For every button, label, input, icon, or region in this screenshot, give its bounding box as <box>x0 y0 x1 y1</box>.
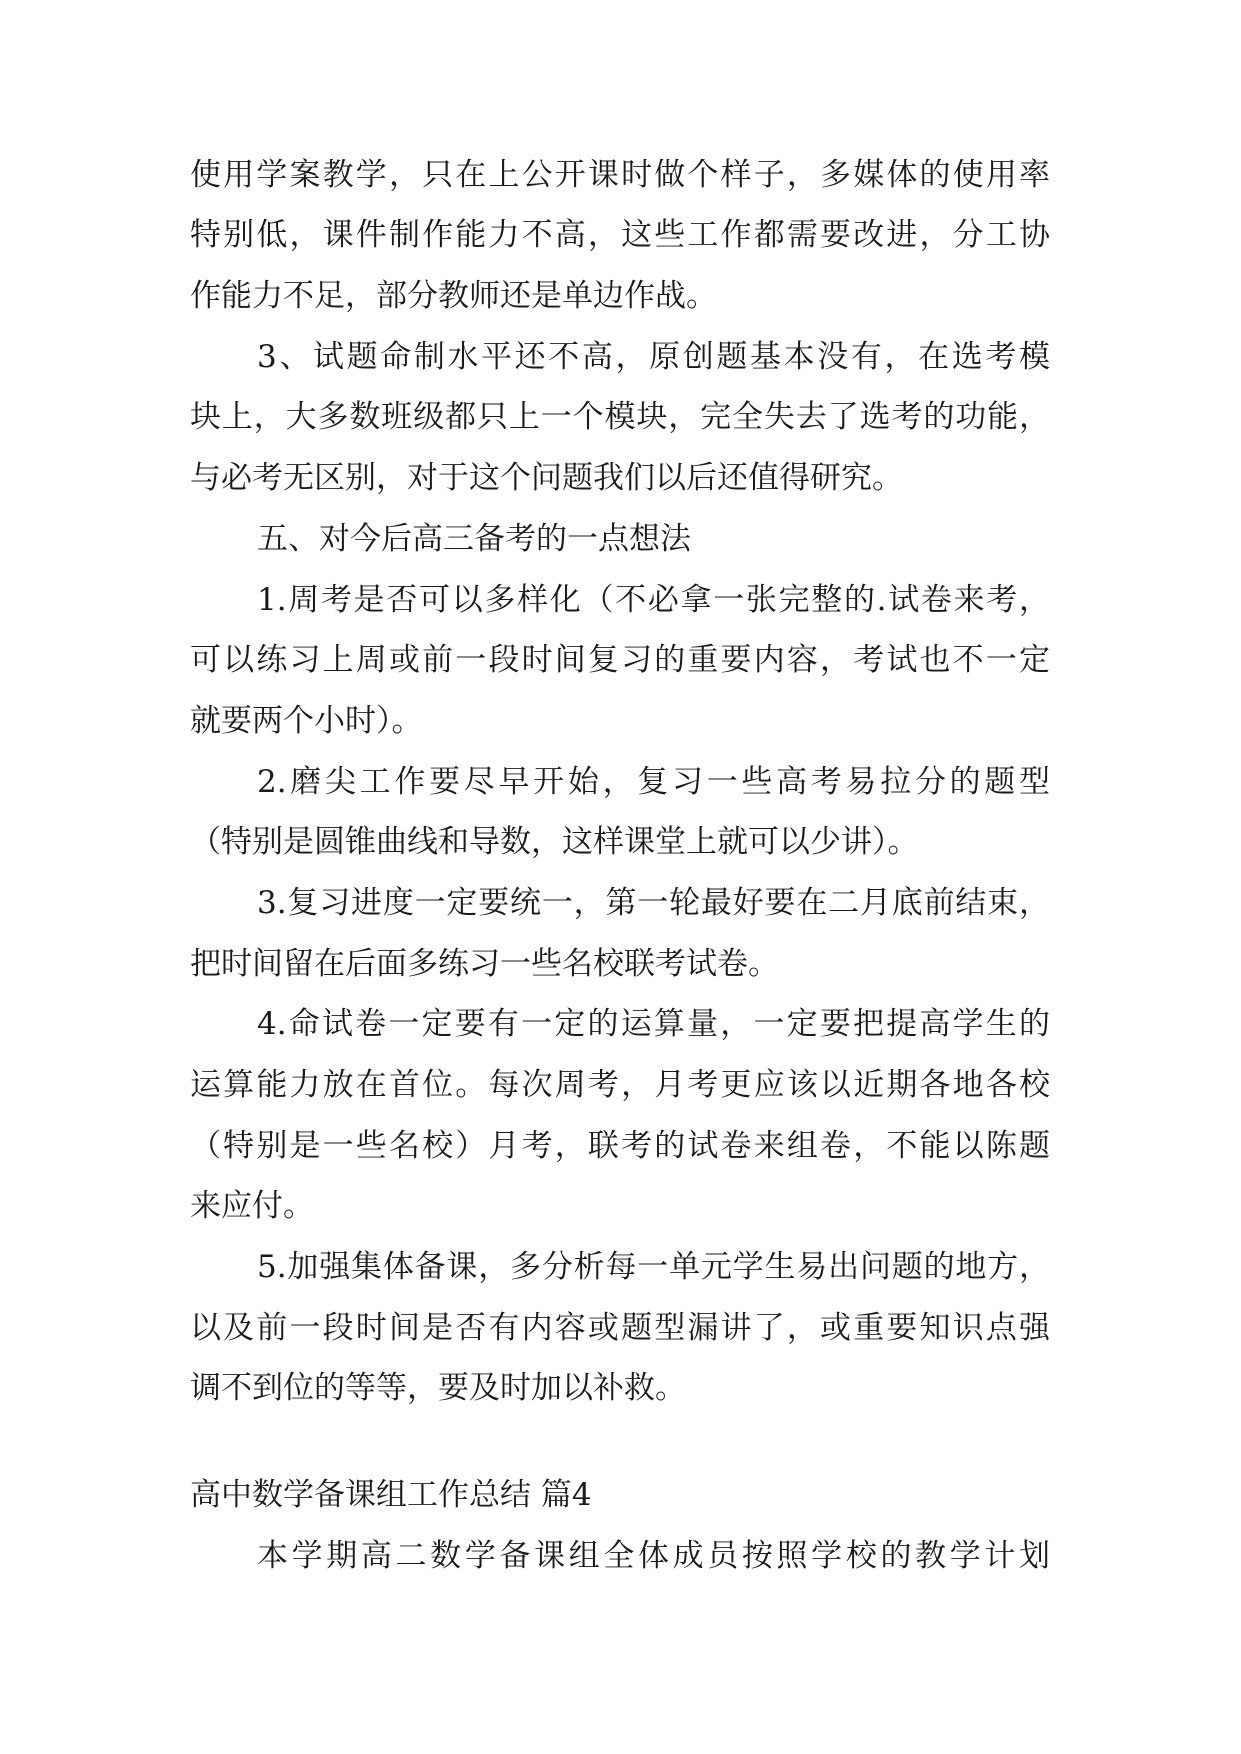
paragraph-line: 特别低，课件制作能力不高，这些工作都需要改进，分工协 <box>190 217 1050 253</box>
paragraph-line: 块上，大多数班级都只上一个模块，完全失去了选考的功能， <box>190 399 1050 435</box>
paragraph-line: （特别是一些名校）月考，联考的试卷来组卷，不能以陈题 <box>190 1128 1050 1164</box>
paragraph-line: 来应付。 <box>190 1188 314 1224</box>
paragraph-line: 4.命试卷一定要有一定的运算量，一定要把提高学生的 <box>257 1006 1050 1042</box>
paragraph-line: 把时间留在后面多练习一些名校联考试卷。 <box>190 946 779 982</box>
paragraph-line: （特别是圆锥曲线和导数，这样课堂上就可以少讲）。 <box>190 824 919 860</box>
paragraph-line: 2.磨尖工作要尽早开始，复习一些高考易拉分的题型 <box>257 764 1050 800</box>
paragraph-line: 就要两个小时）。 <box>190 703 423 739</box>
paragraph-line: 使用学案教学，只在上公开课时做个样子，多媒体的使用率 <box>190 157 1050 193</box>
paragraph-line: 1.周考是否可以多样化（不必拿一张完整的.试卷来考， <box>257 582 1050 618</box>
article-title: 高中数学备课组工作总结 篇4 <box>190 1477 592 1513</box>
paragraph-line: 5.加强集体备课，多分析每一单元学生易出问题的地方， <box>257 1249 1050 1285</box>
paragraph-line: 可以练习上周或前一段时间复习的重要内容，考试也不一定 <box>190 642 1050 678</box>
paragraph-line: 调不到位的等等，要及时加以补救。 <box>190 1370 686 1406</box>
paragraph-line: 与必考无区别，对于这个问题我们以后还值得研究。 <box>190 460 903 496</box>
section-heading: 五、对今后高三备考的一点想法 <box>257 521 691 557</box>
paragraph-line: 以及前一段时间是否有内容或题型漏讲了，或重要知识点强 <box>190 1310 1050 1346</box>
paragraph-line: 运算能力放在首位。每次周考，月考更应该以近期各地各校 <box>190 1067 1050 1103</box>
paragraph-line: 3、试题命制水平还不高，原创题基本没有，在选考模 <box>257 339 1050 375</box>
paragraph-line: 3.复习进度一定要统一，第一轮最好要在二月底前结束， <box>257 885 1050 921</box>
paragraph-line: 作能力不足，部分教师还是单边作战。 <box>190 278 717 314</box>
paragraph-line: 本学期高二数学备课组全体成员按照学校的教学计划 <box>257 1538 1050 1574</box>
